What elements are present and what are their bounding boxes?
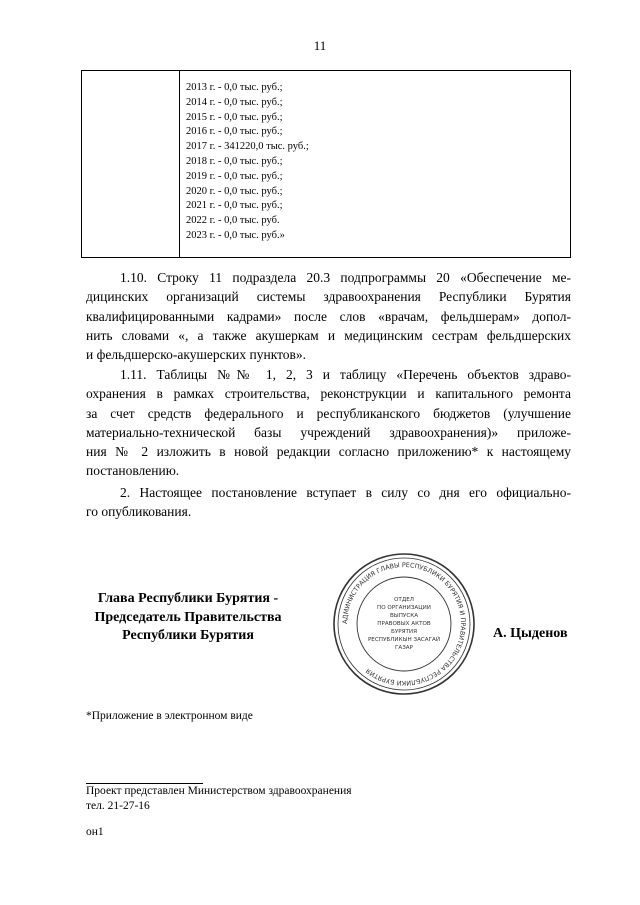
funding-line-2019: 2019 г. - 0,0 тыс. руб.;	[186, 170, 283, 182]
official-seal	[332, 552, 476, 696]
seal-center-line: ПО ОРГАНИЗАЦИИ	[377, 605, 431, 611]
seal-center-line: ВЫПУСКА	[389, 613, 419, 619]
paragraph-line: 1.11. Таблицы №№ 1, 2, 3 и таблицу «Перечень объектов здраво-	[120, 367, 571, 382]
signer-title-line: Председатель Правительства	[94, 609, 282, 625]
funding-table	[81, 70, 571, 258]
seal-center-line: ГАЗАР	[394, 645, 414, 651]
paragraph-line: дицинских организаций системы здравоохранения Республики Бурятия	[86, 289, 571, 305]
paragraph-line: охранения в рамках строительства, реконструкции и капитального ремонта	[86, 386, 571, 402]
table-column-divider	[179, 71, 180, 257]
paragraph-line: за счет средств федерального и республиканского бюджетов (улучшение	[86, 405, 571, 421]
paragraph-line: 1.10. Строку 11 подраздела 20.3 подпрограммы 20 «Обеспечение ме-	[120, 270, 571, 285]
paragraph-line: 2. Настоящее постановление вступает в силу со дня его официально-	[120, 485, 571, 500]
funding-list	[186, 81, 309, 244]
funding-line-2017: 2017 г. - 341220,0 тыс. руб.;	[186, 141, 309, 153]
funding-line-2016: 2016 г. - 0,0 тыс. руб.;	[186, 126, 283, 138]
page-number: 11	[313, 38, 327, 53]
seal-center-line: РЕСПУБЛИКЫН ЗАСАГАЙ	[367, 637, 441, 643]
funding-line-2020: 2020 г. - 0,0 тыс. руб.;	[186, 185, 283, 197]
paragraph-line: ния № 2 изложить в новой редакции согласно приложению* к настоящему	[86, 444, 571, 460]
paragraph-1-10	[86, 268, 571, 364]
paragraph-line: нить словами «, а также акушеркам и медицинским сестрам фельдшерских	[86, 327, 571, 343]
funding-line-2018: 2018 г. - 0,0 тыс. руб.;	[186, 155, 283, 167]
footer-line: Проект представлен Министерством здравоохранения	[86, 785, 352, 797]
paragraph-line: материально-технической базы учреждений здравоохранения)» приложе-	[86, 424, 571, 440]
seal-center-line: БУРЯТИЯ	[391, 629, 417, 635]
paragraph-2	[86, 483, 571, 522]
funding-line-2021: 2021 г. - 0,0 тыс. руб.;	[186, 200, 283, 212]
funding-line-2023: 2023 г. - 0,0 тыс. руб.»	[186, 229, 285, 241]
appendix-note: *Приложение в электронном виде	[86, 710, 253, 722]
funding-line-2022: 2022 г. - 0,0 тыс. руб.	[186, 215, 280, 227]
footer	[86, 784, 352, 813]
paragraph-line: и фельдшерско-акушерских пунктов».	[86, 347, 307, 363]
signer-title-line: Глава Республики Бурятия -	[97, 591, 279, 606]
paragraph-line: квалифицированными кадрами» после слов «врачам, фельдшерам» допол-	[86, 308, 571, 324]
paragraph-line: го опубликования.	[86, 504, 192, 520]
signer-title	[82, 590, 294, 646]
seal-outer-text: АДМИНИСТРАЦИЯ ГЛАВЫ РЕСПУБЛИКИ БУРЯТИЯ И ПРАВИТЕЛЬСТВА РЕСПУБЛИКИ БУРЯТИЯ	[340, 560, 468, 688]
paragraph-line: постановлению.	[86, 463, 180, 479]
signer-name: А. Цыденов	[493, 626, 568, 641]
funding-line-2014: 2014 г. - 0,0 тыс. руб.;	[186, 96, 283, 108]
funding-line-2013: 2013 г. - 0,0 тыс. руб.;	[186, 82, 283, 93]
footer-line: тел. 21-27-16	[86, 799, 150, 812]
signer-title-line: Республики Бурятия	[122, 628, 254, 644]
paragraph-1-11	[86, 365, 571, 481]
seal-center-line: ПРАВОВЫХ АКТОВ	[377, 621, 431, 627]
document-code: он1	[86, 826, 104, 838]
seal-center-line: ОТДЕЛ	[394, 597, 414, 603]
funding-line-2015: 2015 г. - 0,0 тыс. руб.;	[186, 111, 283, 123]
